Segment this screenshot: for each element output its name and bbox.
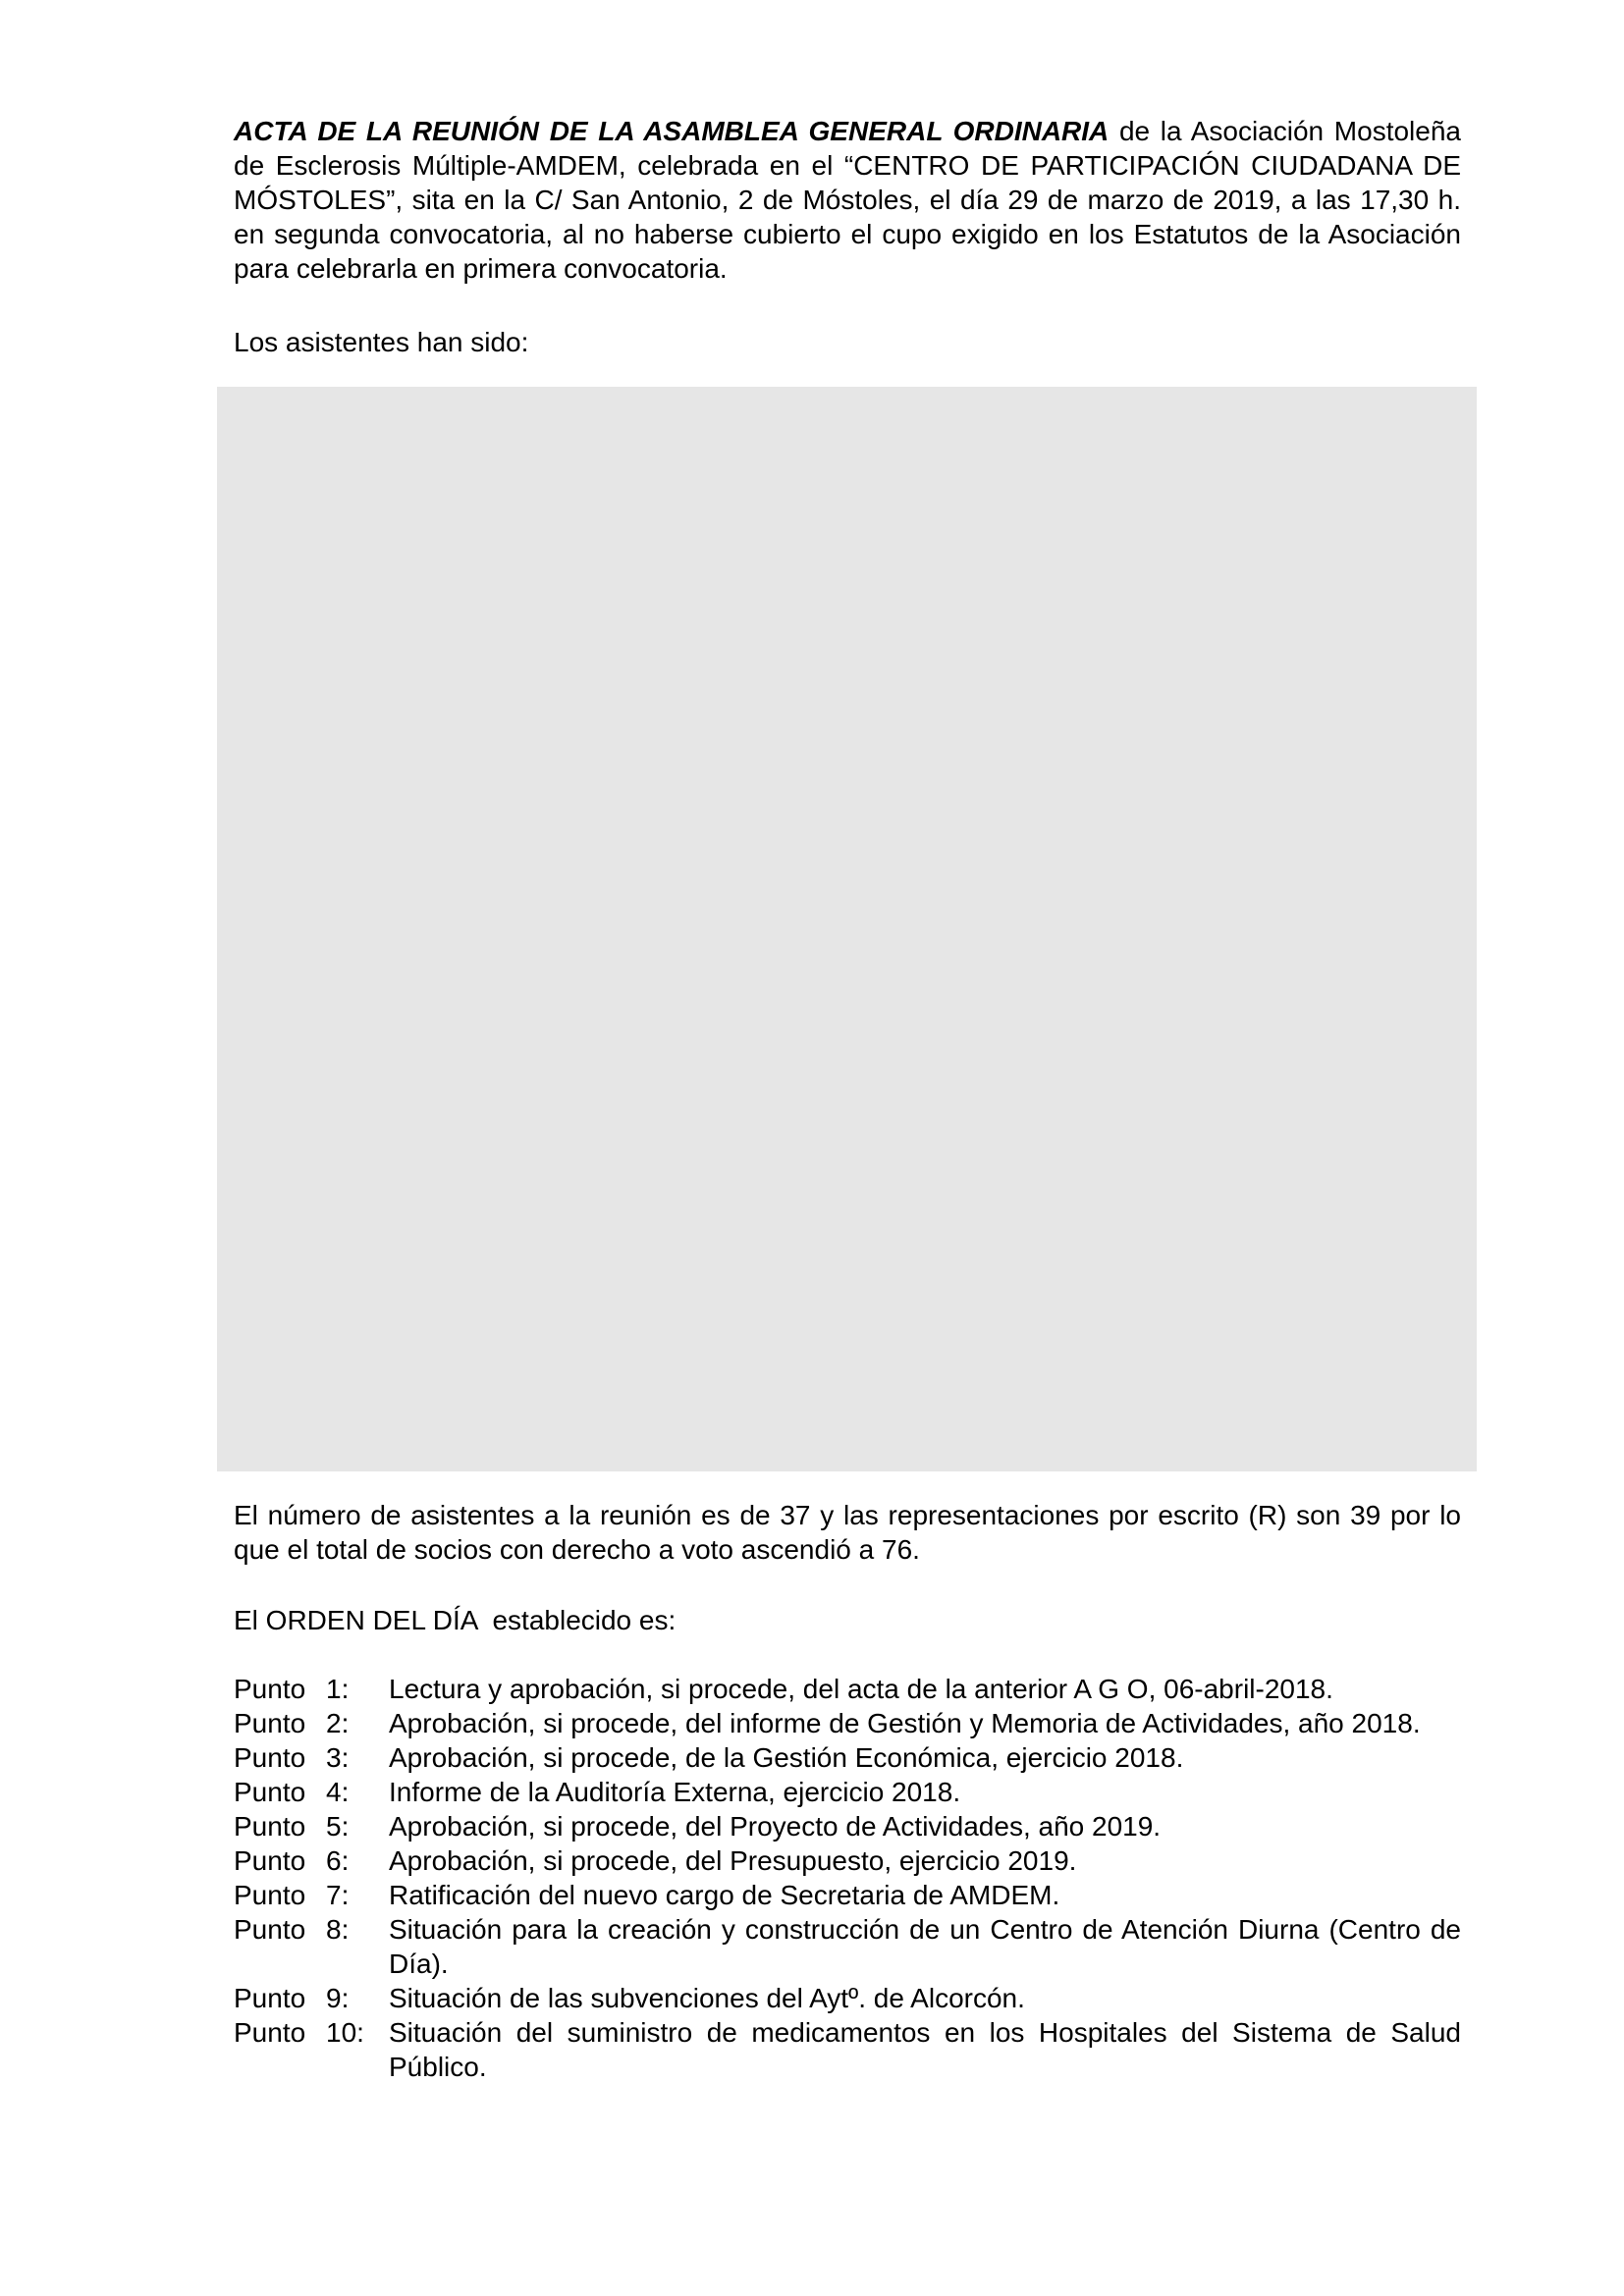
agenda-item-text: Ratificación del nuevo cargo de Secretaria de AMDEM. [389, 1880, 1060, 1910]
agenda-item [234, 1740, 1461, 1775]
agenda-item [234, 1706, 1461, 1740]
agenda-item [234, 1672, 1461, 1706]
agenda-item [234, 2015, 1461, 2084]
agenda-item-text: Informe de la Auditoría Externa, ejercicio 2018. [389, 1777, 961, 1807]
intro-paragraph [234, 114, 1461, 286]
agenda-item [234, 1878, 1461, 1912]
agenda-item-number: Punto 3: [234, 1742, 350, 1773]
agenda-item-number: Punto 4: [234, 1777, 350, 1807]
attendees-label: Los asistentes han sido: [234, 327, 529, 357]
agenda-item-number: Punto 2: [234, 1708, 350, 1738]
agenda-item-text: Aprobación, si procede, del informe de Gestión y Memoria de Actividades, año 2018. [389, 1708, 1421, 1738]
minutes-heading: ACTA DE LA REUNIÓN DE LA ASAMBLEA GENERAL ORDINARIA [234, 116, 1110, 146]
agenda-item-text: Aprobación, si procede, de la Gestión Económica, ejercicio 2018. [389, 1742, 1184, 1773]
agenda-item-number: Punto 10: [234, 2017, 364, 2048]
agenda-item-text: Situación de las subvenciones del Aytº. de Alcorcón. [389, 1983, 1025, 2013]
agenda-item [234, 1981, 1461, 2015]
attendance-summary: El número de asistentes a la reunión es de 37 y las representaciones por escrito (R) son 39 por lo que el total de socios con derecho a voto ascendió a 76. [234, 1500, 1461, 1565]
agenda-item-text: Aprobación, si procede, del Presupuesto, ejercicio 2019. [389, 1845, 1077, 1876]
redacted-attendee-list [217, 387, 1477, 1471]
agenda-item-text: Situación para la creación y construcción de un Centro de Atención Diurna (Centro de Día). [389, 1914, 1461, 1979]
agenda-item-text: Aprobación, si procede, del Proyecto de Actividades, año 2019. [389, 1811, 1162, 1842]
agenda-item-number: Punto 9: [234, 1983, 350, 2013]
agenda-item-text: Lectura y aprobación, si procede, del acta de la anterior A G O, 06-abril-2018. [389, 1674, 1333, 1704]
agenda-item [234, 1775, 1461, 1809]
agenda-label: El ORDEN DEL DÍA establecido es: [234, 1605, 677, 1635]
agenda-list [234, 1672, 1461, 2084]
agenda-item-number: Punto 5: [234, 1811, 350, 1842]
agenda-item-number: Punto 6: [234, 1845, 350, 1876]
intro-body: de la Asociación Mostoleña de Esclerosis Múltiple-AMDEM, celebrada en el “CENTRO DE PARTICIPACIÓN CIUDADANA DE MÓSTOLES”, sita en la C/ San Antonio, 2 de Móstoles, el día 29 de marzo de 2019, a las 17,30 h. en segunda convocatoria, al no haberse cubierto el cupo exigido en los Estatutos de la Asociación para celebrarla en primera convocatoria. [234, 116, 1461, 284]
agenda-item-text: Situación del suministro de medicamentos en los Hospitales del Sistema de Salud Público. [389, 2017, 1461, 2082]
agenda-item-number: Punto 1: [234, 1674, 350, 1704]
agenda-item [234, 1809, 1461, 1843]
agenda-item-number: Punto 8: [234, 1914, 350, 1945]
agenda-item-number: Punto 7: [234, 1880, 350, 1910]
agenda-item [234, 1912, 1461, 1981]
agenda-item [234, 1843, 1461, 1878]
